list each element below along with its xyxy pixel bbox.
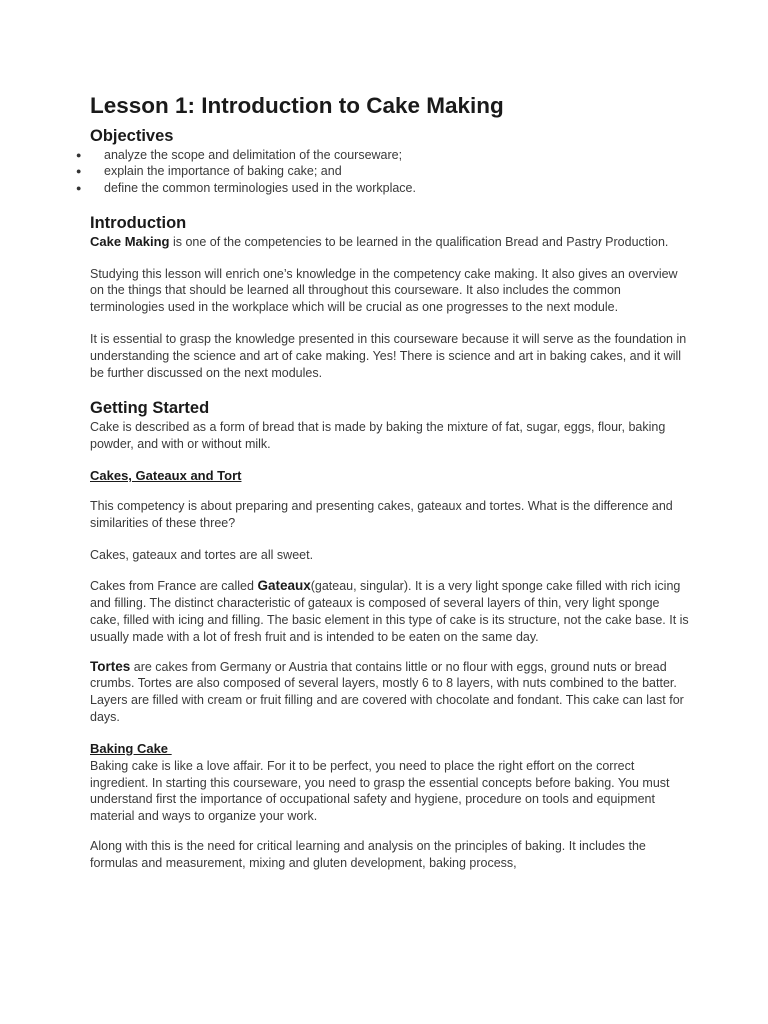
cakes-paragraph-1: This competency is about preparing and presenting cakes, gateaux and tortes. What is the difference and similarities of these three?	[90, 499, 673, 530]
baking-cake-heading: Baking Cake	[90, 740, 172, 756]
introduction-heading: Introduction	[90, 213, 187, 232]
gateaux-paragraph	[90, 578, 690, 645]
bullet-icon: ●	[76, 182, 82, 193]
cakes-gateaux-tort-heading: Cakes, Gateaux and Tort	[90, 468, 242, 484]
getting-started-heading: Getting Started	[90, 399, 210, 418]
objective-text: explain the importance of baking cake; and	[104, 164, 342, 179]
term-cake-making: Cake Making	[90, 233, 170, 249]
bullet-icon: ●	[76, 150, 82, 160]
document-page	[76, 92, 690, 872]
baking-paragraph-2: Along with this is the need for critical learning and analysis on the principles of baking. It includes the formulas and measurement, mixing and gluten development, baking process,	[90, 839, 646, 870]
introduction-paragraph-3: It is essential to grasp the knowledge presented in this courseware because it will serve as the foundation in understanding the science and art of cake making. Yes! There is science and art in baking cakes, and it will be further discussed on the next modules.	[90, 332, 687, 380]
getting-started-paragraph: Cake is described as a form of bread that is made by baking the mixture of fat, sugar, eggs, flour, baking powder, and with or without milk.	[90, 420, 666, 452]
gateaux-paragraph-text: (gateau, singular). It is a very light sponge cake filled with rich icing and filling. The distinct characteristic of gateaux is composed of several layers of thin, very light sponge cake, filled with icing and filling. The basic element in this type of cake is its structure, not the cake base. It is usually made with a lot of fresh fruit and is intended to be eaten on the same day.	[90, 579, 689, 644]
objective-text: analyze the scope and delimitation of the courseware;	[104, 148, 403, 162]
objectives-list	[76, 147, 690, 196]
objective-item	[76, 180, 690, 196]
lesson-title: Lesson 1: Introduction to Cake Making	[90, 93, 504, 118]
cakes-paragraph-2: Cakes, gateaux and tortes are all sweet.	[90, 547, 314, 562]
term-gateaux: Gateaux	[257, 578, 311, 594]
gateaux-paragraph-intro: Cakes from France are called	[90, 579, 258, 594]
objectives-heading: Objectives	[90, 127, 174, 145]
baking-paragraph-1: Baking cake is like a love affair. For it to be perfect, you need to place the right effort on the correct ingredient. In starting this courseware, you need to grasp the essential concepts before baking. You must understand first the importance of occupational safety and hygiene, procedure on tools and equipment material and ways to organize your work.	[90, 758, 670, 824]
objective-text: define the common terminologies used in the workplace.	[104, 180, 416, 195]
bullet-icon: ●	[76, 166, 82, 177]
introduction-paragraph-2: Studying this lesson will enrich one’s knowledge in the competency cake making. It also gives an overview on the things that should be learned all throughout this courseware. It also includes the common terminologies used in the workplace which will be crucial as one progresses to the next module.	[90, 266, 678, 315]
objective-item	[76, 147, 690, 163]
tortes-paragraph	[90, 659, 690, 726]
introduction-paragraph-1-text: is one of the competencies to be learned in the qualification Bread and Pastry Production.	[169, 234, 669, 249]
term-tortes: Tortes	[90, 658, 131, 674]
objective-item	[76, 163, 690, 179]
introduction-paragraph-1	[90, 234, 690, 251]
tortes-paragraph-text: are cakes from Germany or Austria that contains little or no flour with eggs, ground nuts or bread crumbs. Tortes are also composed of several layers, mostly 6 to 8 layers, with nuts combined to the batter. Layers are filled with cream or fruit filling and are covered with chocolate and fondant. This cake can last for days.	[90, 659, 684, 725]
